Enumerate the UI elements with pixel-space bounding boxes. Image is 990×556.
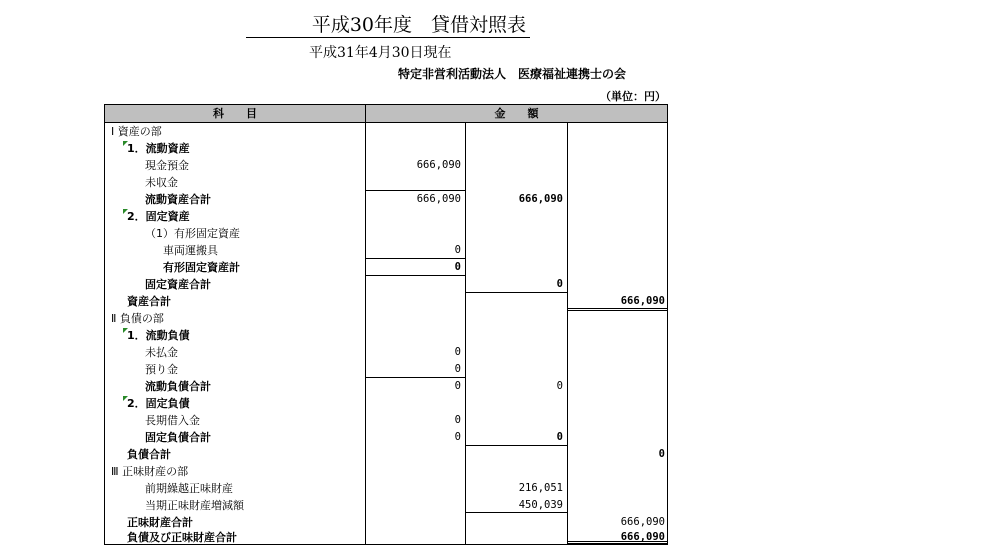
row-label: 負債及び正味財産合計 <box>127 531 237 544</box>
page-title: 平成30年度 貸借対照表 <box>246 13 530 38</box>
row-label: 流動負債合計 <box>145 380 211 393</box>
organization-name: 特定非営利活動法人 医療福祉連携士の会 <box>398 67 627 81</box>
row-label: 車両運搬具 <box>163 244 218 257</box>
table-row <box>105 276 667 293</box>
row-label: 固定資産合計 <box>145 278 211 291</box>
row-label: 預り金 <box>145 363 178 376</box>
header-amount-cell <box>366 105 667 123</box>
row-label: 資産合計 <box>127 295 171 308</box>
table-row <box>105 157 667 174</box>
amount-cell: 0 <box>454 363 461 375</box>
table-row <box>105 446 667 463</box>
row-label: 当期正味財産増減額 <box>145 499 244 512</box>
row-label: 未払金 <box>145 346 178 359</box>
amount-cell: 0 <box>556 278 563 290</box>
report-date: 平成31年4月30日現在 <box>309 45 452 61</box>
table-row <box>105 344 667 361</box>
row-label: 1．流動資産 <box>127 142 190 155</box>
amount-cell: 0 <box>454 261 461 273</box>
row-label: 長期借入金 <box>145 414 200 427</box>
row-label: 2．固定負債 <box>127 397 190 410</box>
row-label: 前期繰越正味財産 <box>145 482 233 495</box>
amount-cell: 0 <box>454 414 461 426</box>
amount-cell: 0 <box>454 431 461 443</box>
amount-cell: 666,090 <box>620 531 665 543</box>
row-label: 有形固定資産計 <box>163 261 240 274</box>
row-label: 固定負債合計 <box>145 431 211 444</box>
amount-cell: 0 <box>454 346 461 358</box>
row-label: 現金預金 <box>145 159 189 172</box>
unit-label: （単位：円） <box>600 90 666 103</box>
table-row <box>105 293 667 310</box>
amount-cell: 666,090 <box>416 159 461 171</box>
table-row <box>105 395 667 412</box>
row-label: 正味財産合計 <box>127 516 193 529</box>
row-label: Ⅱ 負債の部 <box>111 312 164 325</box>
table-row <box>105 361 667 378</box>
table-row <box>105 480 667 497</box>
amount-cell: 0 <box>658 448 665 460</box>
row-label: 1．流動負債 <box>127 329 190 342</box>
row-label: Ⅲ 正味財産の部 <box>111 465 189 478</box>
header-subject-cell <box>105 105 365 123</box>
header-amount: 金 額 <box>494 107 539 120</box>
row-label: 2．固定資産 <box>127 210 190 223</box>
row-label: Ⅰ 資産の部 <box>111 125 162 138</box>
balance-sheet-table <box>104 104 668 545</box>
table-row <box>105 429 667 446</box>
table-row <box>105 529 667 546</box>
table-row <box>105 259 667 276</box>
row-label: （1）有形固定資産 <box>145 227 240 240</box>
table-row <box>105 208 667 225</box>
header-subject: 科 目 <box>213 107 257 120</box>
table-row <box>105 242 667 259</box>
amount-cell: 0 <box>556 380 563 392</box>
row-label: 未収金 <box>145 176 178 189</box>
row-label: 流動資産合計 <box>145 193 211 206</box>
amount-cell: 0 <box>454 380 461 392</box>
table-row <box>105 412 667 429</box>
table-row <box>105 463 667 480</box>
table-row <box>105 310 667 327</box>
table-row <box>105 191 667 208</box>
amount-cell: 0 <box>454 244 461 256</box>
table-row <box>105 225 667 242</box>
amount-cell: 666,090 <box>620 516 665 528</box>
table-row <box>105 174 667 191</box>
amount-cell: 216,051 <box>518 482 563 494</box>
table-row <box>105 123 667 140</box>
amount-cell: 0 <box>556 431 563 443</box>
amount-cell: 666,090 <box>620 295 665 307</box>
table-row <box>105 140 667 157</box>
row-label: 負債合計 <box>127 448 171 461</box>
table-row <box>105 378 667 395</box>
amount-cell: 450,039 <box>518 499 563 511</box>
table-row <box>105 327 667 344</box>
amount-cell: 666,090 <box>416 193 461 205</box>
table-row <box>105 497 667 514</box>
amount-cell: 666,090 <box>518 193 563 205</box>
